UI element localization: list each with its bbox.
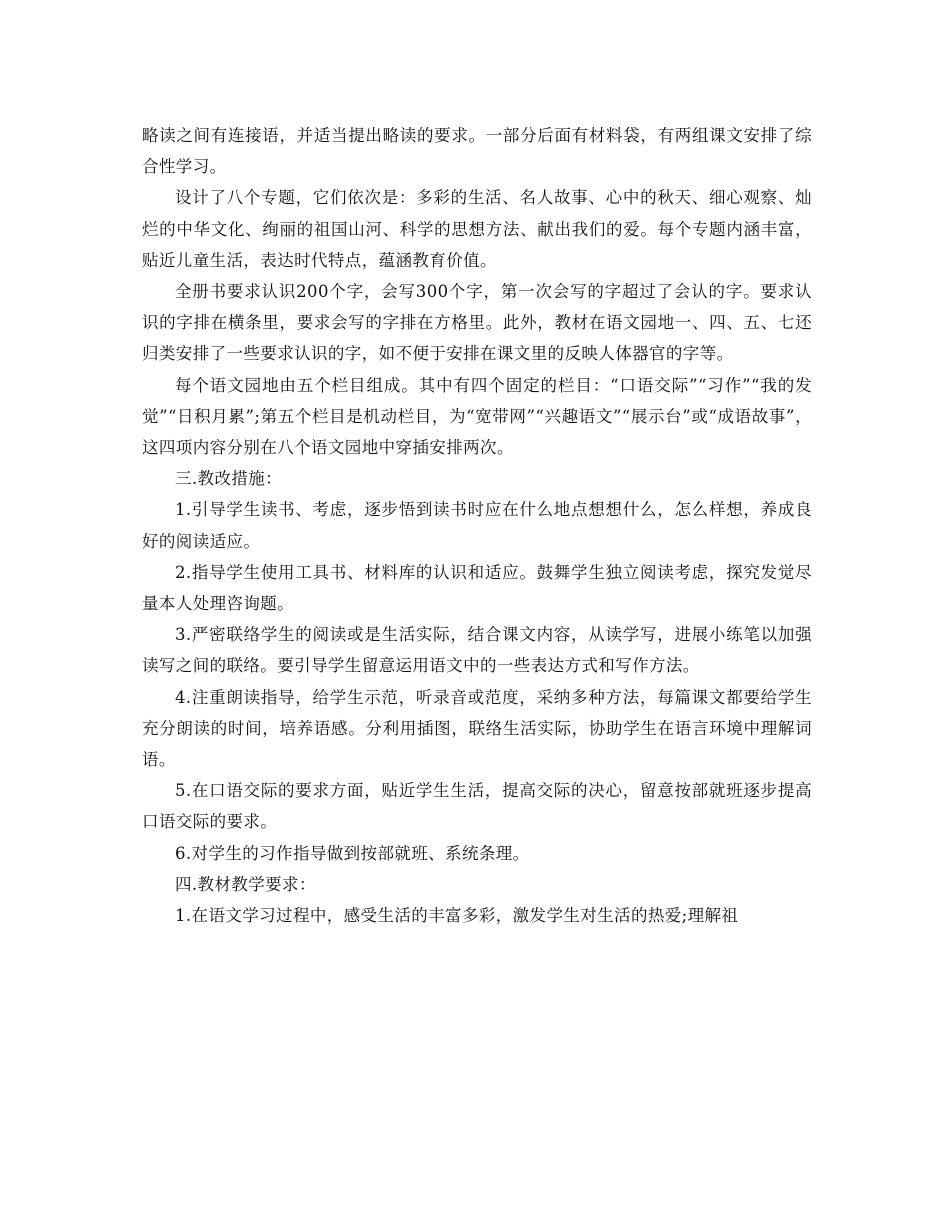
list-item-measure-2: 2.指导学生使用工具书、材料库的认识和适应。鼓舞学生独立阅读考虑，探究发觉尽量本人处理咨询题。 — [142, 562, 812, 614]
paragraph-characters: 全册书要求认识200个字，会写300个字，第一次会写的字超过了会认的字。要求认识的字排在横条里，要求会写的字排在方格里。此外，教材在语文园地一、四、五、七还归类安排了一些要求认识的字，如不便于安排在课文里的反映人体器官的字等。 — [142, 282, 812, 364]
document-body — [142, 120, 812, 931]
list-item-measure-3: 3.严密联络学生的阅读或是生活实际，结合课文内容，从读学写，进展小练笔以加强读写之间的联络。要引导学生留意运用语文中的一些表达方式和写作方法。 — [142, 625, 812, 676]
section-heading-requirements: 四.教材教学要求： — [175, 874, 316, 894]
paragraph-continuation: 略读之间有连接语，并适当提出略读的要求。一部分后面有材料袋，有两组课文安排了综合性学习。 — [142, 126, 812, 177]
section-heading-measures: 三.教改措施： — [175, 469, 283, 489]
list-item-measure-6: 6.对学生的习作指导做到按部就班、系统条理。 — [175, 843, 530, 863]
list-item-measure-1: 1.引导学生读书、考虑，逐步悟到读书时应在什么地点想想什么，怎么样想，养成良好的阅读适应。 — [142, 500, 812, 551]
list-item-measure-5: 5.在口语交际的要求方面，贴近学生生活，提高交际的决心，留意按部就班逐步提高口语交际的要求。 — [142, 781, 812, 832]
paragraph-language-garden: 每个语文园地由五个栏目组成。其中有四个固定的栏目：“口语交际”“习作”“我的发觉”“日积月累”;第五个栏目是机动栏目，为“宽带网”“兴趣语文”“展示台”或“成语故事”，这四项内容分别在八个语文园地中穿插安排两次。 — [142, 375, 812, 458]
paragraph-topics: 设计了八个专题，它们依次是：多彩的生活、名人故事、心中的秋天、细心观察、灿烂的中华文化、绚丽的祖国山河、科学的思想方法、献出我们的爱。每个专题内涵丰富，贴近儿童生活，表达时代特点，蕴涵教育价值。 — [142, 188, 812, 270]
list-item-measure-4: 4.注重朗读指导，给学生示范，听录音或范度，采纳多种方法，每篇课文都要给学生充分朗读的时间，培养语感。分利用插图，联络生活实际，协助学生在语言环境中理解词语。 — [142, 687, 812, 770]
list-item-requirement-1: 1.在语文学习过程中，感受生活的丰富多彩，激发学生对生活的热爱;理解祖 — [175, 906, 739, 926]
